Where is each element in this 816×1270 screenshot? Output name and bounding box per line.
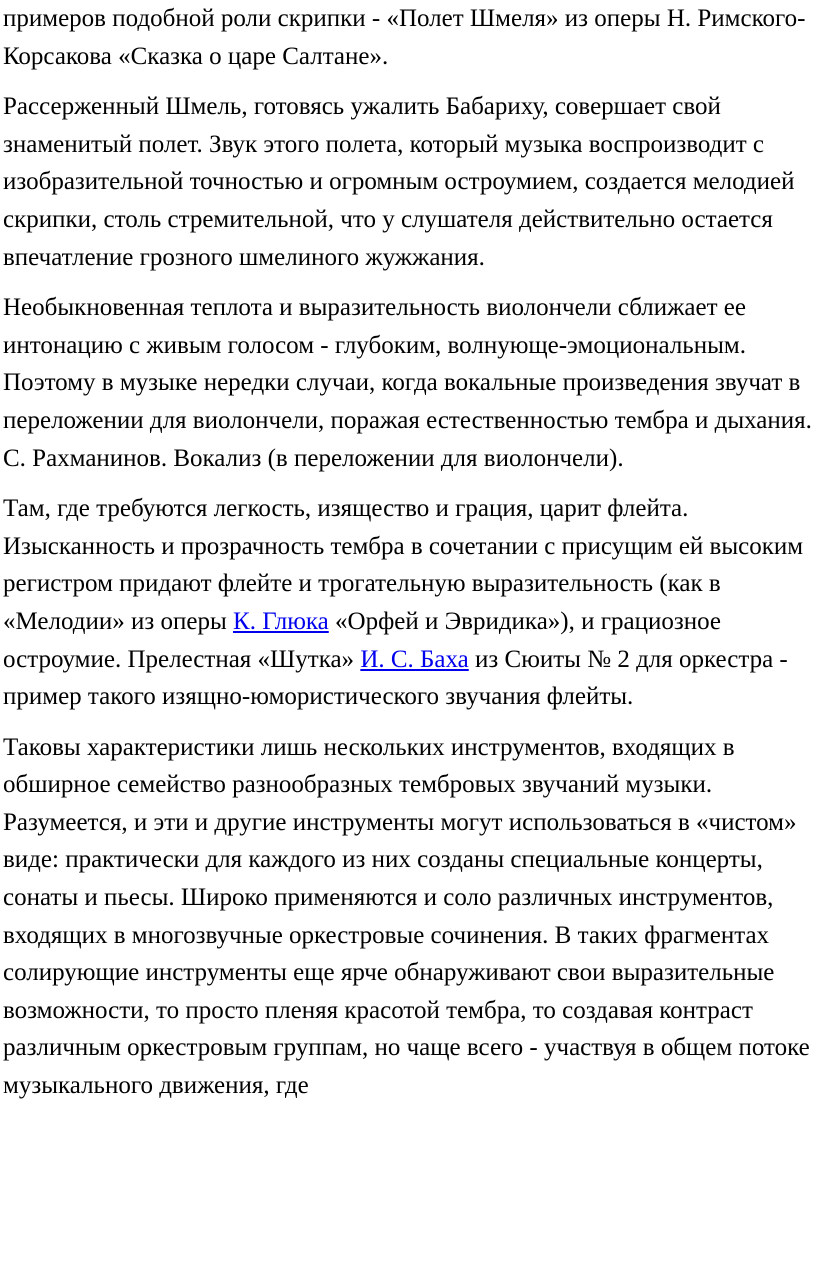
- paragraph-text: Таковы характеристики лишь нескольких инструментов, входящих в обширное семейство разнообразных тембровых звучаний музыки. Разумеется, и эти и другие инструменты могут использоваться в «чистом» виде: практически для каждого из них созданы специальные концерты, сонаты и пьесы. Широко применяются и соло различных инструментов, входящих в многозвучные оркестровые сочинения. В таких фрагментах солирующие инструменты еще ярче обнаруживают свои выразительные возможности, то просто пленяя красотой тембра, то создавая контраст различным оркестровым группам, но чаще всего - участвуя в общем потоке музыкального движения, где: [3, 733, 810, 1100]
- document-page: [3, 0, 813, 1118]
- paragraph-text: примеров подобной роли скрипки - «Полет Шмеля» из оперы Н. Римского-Корсакова «Сказка о царе Салтане».: [3, 5, 806, 70]
- paragraph-text: «Орфей и Эвридика»), и грациозное остроумие. Прелестная «Шутка»: [3, 607, 722, 673]
- link-gluck[interactable]: К. Глюка: [233, 607, 329, 635]
- paragraph-5: [3, 729, 813, 1105]
- link-bach[interactable]: И. С. Баха: [360, 645, 469, 673]
- paragraph-3: [3, 289, 813, 477]
- paragraph-text: из Сюиты № 2 для оркестра - пример такого изящно-юмористического звучания флейты.: [3, 645, 788, 711]
- paragraph-text: Рассерженный Шмель, готовясь ужалить Бабариху, совершает свой знаменитый полет. Звук этого полета, который музыка воспроизводит с изобразительной точностью и огромным остроумием, создается мелодией скрипки, столь стремительной, что у слушателя действительно остается впечатление грозного шмелиного жужжания.: [3, 93, 795, 271]
- paragraph-text: Там, где требуются легкость, изящество и грация, царит флейта. Изысканность и прозрачность тембра в сочетании с присущим ей высоким регистром придают флейте и трогательную выразительность (как в «Мелодии» из оперы: [3, 495, 804, 635]
- paragraph-text: Необыкновенная теплота и выразительность виолончели сближает ее интонацию с живым голосом - глубоким, волнующе-эмоциональным. Поэтому в музыке нередки случаи, когда вокальные произведения звучат в переложении для виолончели, поражая естественностью тембра и дыхания. С. Рахманинов. Вокализ (в переложении для виолончели).: [3, 294, 812, 472]
- paragraph-1: [3, 0, 813, 75]
- paragraph-2: [3, 88, 813, 276]
- paragraph-4: [3, 490, 813, 716]
